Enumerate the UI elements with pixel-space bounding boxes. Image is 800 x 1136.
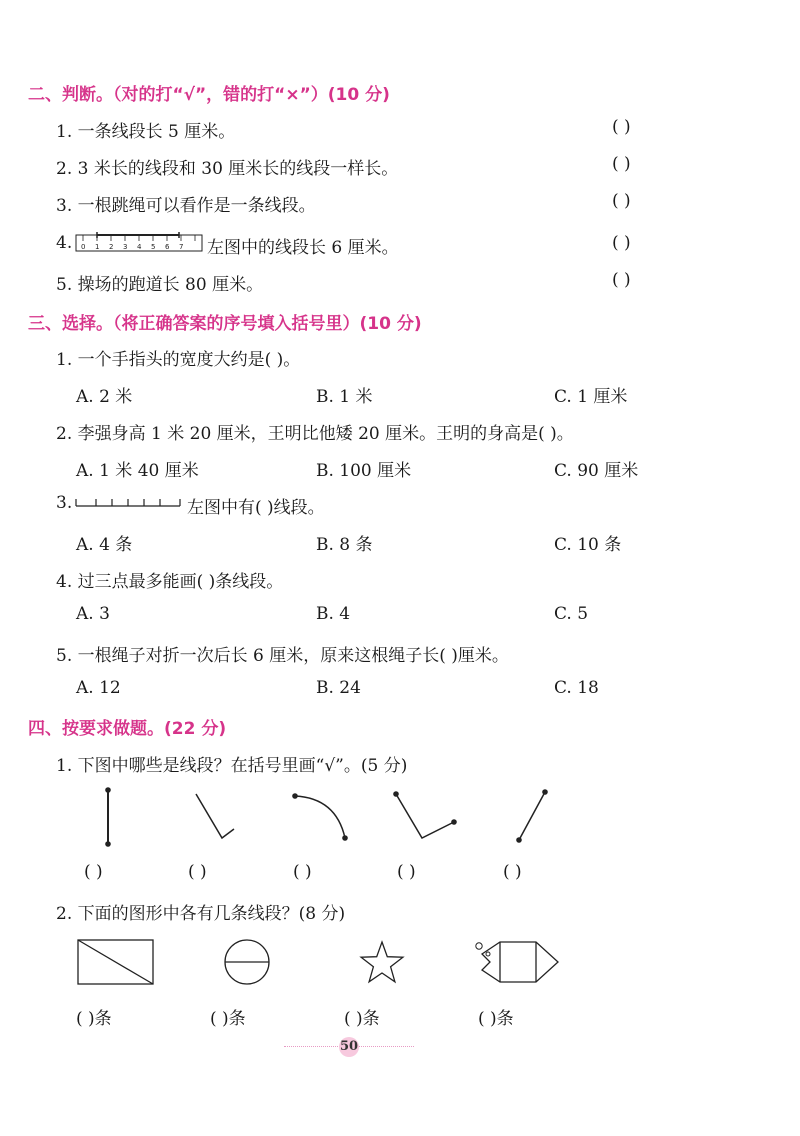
ruler-label: 0 <box>81 243 86 251</box>
ruler-label: 3 <box>123 243 128 251</box>
s4-q2-answer-1[interactable]: ( )条 <box>76 1009 112 1029</box>
s3-q2-option-c[interactable]: C. 90 厘米 <box>554 461 639 481</box>
s4-q2: 2. 下面的图形中各有几条线段？(8 分) <box>56 904 346 924</box>
section-3-title: 三、选择。（将正确答案的序号填入括号里）(10 分) <box>28 314 422 334</box>
s2-answer-4[interactable]: ( ) <box>612 233 631 253</box>
shape-slanted-segment <box>516 789 548 843</box>
s4-q1-answer-2[interactable]: ( ) <box>188 862 207 882</box>
ruler-label: 7 <box>179 243 184 251</box>
s3-q4-option-b[interactable]: B. 4 <box>316 604 351 624</box>
shape-arc <box>292 793 348 841</box>
s3-q1-option-c[interactable]: C. 1 厘米 <box>554 387 628 407</box>
s2-item-3: 3. 一根跳绳可以看作是一条线段。 <box>56 196 316 216</box>
segment-ticks-figure <box>74 494 184 510</box>
s2-item-4: 左图中的线段长 6 厘米。 <box>207 238 399 258</box>
s2-answer-3[interactable]: ( ) <box>612 191 631 211</box>
s3-q3-option-b[interactable]: B. 8 条 <box>316 535 373 555</box>
s4-q1-answer-5[interactable]: ( ) <box>503 862 522 882</box>
ruler-label: 1 <box>95 243 100 251</box>
s4-q1-answer-3[interactable]: ( ) <box>293 862 312 882</box>
shape-angle <box>393 791 457 838</box>
ruler-label: 5 <box>151 243 156 251</box>
s2-item-2: 2. 3 米长的线段和 30 厘米长的线段一样长。 <box>56 159 399 179</box>
s2-answer-5[interactable]: ( ) <box>612 270 631 290</box>
s3-q5-option-c[interactable]: C. 18 <box>554 678 599 698</box>
ruler-label: 4 <box>137 243 142 251</box>
shape-circle-diameter <box>225 940 269 984</box>
ruler-figure <box>75 229 203 255</box>
s3-q4: 4. 过三点最多能画( )条线段。 <box>56 572 284 592</box>
s3-q1-option-b[interactable]: B. 1 米 <box>316 387 373 407</box>
s4-q1: 1. 下图中哪些是线段？在括号里画“√”。(5 分) <box>56 756 408 776</box>
shape-star <box>361 942 403 982</box>
shape-bent-line <box>196 794 234 838</box>
s3-q3-number: 3. <box>56 493 73 513</box>
s4-q1-answer-1[interactable]: ( ) <box>84 862 103 882</box>
s2-item-5: 5. 操场的跑道长 80 厘米。 <box>56 275 264 295</box>
s4-q2-answer-4[interactable]: ( )条 <box>478 1009 514 1029</box>
section-4-title: 四、按要求做题。(22 分) <box>28 719 227 739</box>
s3-q3-option-c[interactable]: C. 10 条 <box>554 535 622 555</box>
section-2-title: 二、判断。（对的打“√”，错的打“×”）(10 分) <box>28 85 390 105</box>
shape-vertical-segment <box>105 787 111 847</box>
s3-q5: 5. 一根绳子对折一次后长 6 厘米，原来这根绳子长( )厘米。 <box>56 646 509 666</box>
shapes-count-figure <box>70 932 570 992</box>
ruler-label: 2 <box>109 243 114 251</box>
s3-q2-option-a[interactable]: A. 1 米 40 厘米 <box>76 461 199 481</box>
s3-q1-option-a[interactable]: A. 2 米 <box>76 387 133 407</box>
s4-q1-answer-4[interactable]: ( ) <box>397 862 416 882</box>
s3-q2-option-b[interactable]: B. 100 厘米 <box>316 461 412 481</box>
s2-answer-1[interactable]: ( ) <box>612 117 631 137</box>
s2-item-4-number: 4. <box>56 233 73 253</box>
s2-item-1: 1. 一条线段长 5 厘米。 <box>56 122 236 142</box>
line-shapes-figure <box>60 780 580 850</box>
s3-q5-option-b[interactable]: B. 24 <box>316 678 361 698</box>
page-number: 50 <box>339 1039 359 1054</box>
ruler-label: 6 <box>165 243 170 251</box>
shape-rectangle-diagonal <box>78 940 153 984</box>
s3-q3-option-a[interactable]: A. 4 条 <box>76 535 133 555</box>
s3-q5-option-a[interactable]: A. 12 <box>76 678 121 698</box>
s3-q1: 1. 一个手指头的宽度大约是( )。 <box>56 350 301 370</box>
s3-q3: 左图中有( )线段。 <box>187 498 325 518</box>
s4-q2-answer-3[interactable]: ( )条 <box>344 1009 380 1029</box>
shape-fish <box>476 942 558 982</box>
s3-q4-option-a[interactable]: A. 3 <box>76 604 110 624</box>
s2-answer-2[interactable]: ( ) <box>612 154 631 174</box>
s4-q2-answer-2[interactable]: ( )条 <box>210 1009 246 1029</box>
s3-q2: 2. 李强身高 1 米 20 厘米，王明比他矮 20 厘米。王明的身高是( )。 <box>56 424 574 444</box>
s3-q4-option-c[interactable]: C. 5 <box>554 604 589 624</box>
